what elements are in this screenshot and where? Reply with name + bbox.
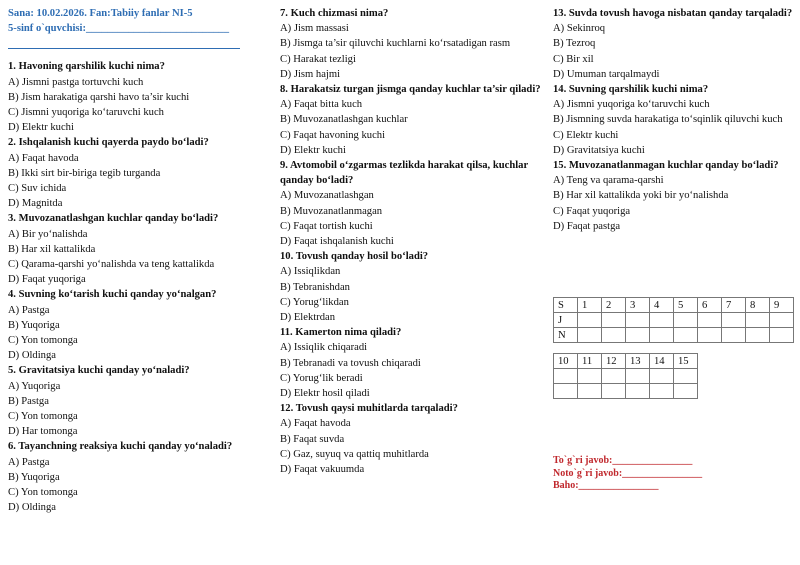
- date-subject-line: Sana: 10.02.2026. Fan:Tabiiy fanlar NI-5: [8, 8, 193, 19]
- answer-option: A) Faqat havoda: [280, 418, 351, 430]
- answer-cell[interactable]: [626, 384, 650, 399]
- answer-option: B) Yuqoriga: [8, 319, 60, 331]
- answer-cell[interactable]: [578, 328, 602, 343]
- answer-option: A) Bir yo‘nalishda: [8, 228, 88, 240]
- grid2-score-row: [554, 384, 698, 399]
- answer-option: C) Bir xil: [553, 53, 594, 65]
- answer-cell[interactable]: [746, 328, 770, 343]
- answer-option: B) Tezroq: [553, 38, 596, 50]
- answer-option: A) Faqat bitta kuch: [280, 99, 363, 111]
- answer-option: B) Ikki sirt bir-biriga tegib turganda: [8, 167, 161, 179]
- answer-option: A) Jism massasi: [280, 23, 349, 35]
- grid1-score-row: [554, 328, 794, 343]
- question-9: [280, 158, 542, 249]
- answer-option: B) Muvozanatlanmagan: [280, 205, 383, 217]
- answer-cell[interactable]: [602, 384, 626, 399]
- answer-option: A) Pastga: [8, 304, 50, 316]
- grid-header: 8: [746, 298, 770, 313]
- answer-option: B) Jismga ta’sir qiluvchi kuchlarni ko‘rsatadigan rasm: [280, 38, 511, 50]
- question-2: [8, 135, 270, 211]
- answer-cell[interactable]: [626, 313, 650, 328]
- name-underline: [8, 36, 240, 49]
- answer-cell[interactable]: [650, 313, 674, 328]
- answer-option: C) Faqat yuqoriga: [553, 205, 631, 217]
- answer-cell[interactable]: [602, 313, 626, 328]
- answer-option: A) Muvozanatlashgan: [280, 190, 374, 202]
- questions-column-3: [553, 6, 793, 234]
- answer-option: C) Faqat havoning kuchi: [280, 129, 386, 141]
- grid1-header-row: [554, 298, 794, 313]
- answer-cell[interactable]: [650, 328, 674, 343]
- answer-option: C) Faqat tortish kuchi: [280, 220, 373, 232]
- answer-option: C) Yorug‘lik beradi: [280, 372, 363, 384]
- question-15: [553, 158, 793, 234]
- answer-option: D) Elektr hosil qiladi: [280, 388, 370, 400]
- answer-option: C) Yon tomonga: [8, 335, 78, 347]
- answer-option: B) Har xil kattalikda: [8, 243, 96, 255]
- answer-cell[interactable]: [674, 313, 698, 328]
- answer-option: B) Jismning suvda harakatiga to‘sqinlik qiluvchi kuch: [553, 114, 783, 126]
- grid-header: 3: [626, 298, 650, 313]
- question-11: [280, 325, 542, 401]
- question-text: 6. Tayanchning reaksiya kuchi qanday yo‘naladi?: [8, 441, 233, 453]
- column-2: [280, 6, 542, 477]
- answer-option: D) Faqat ishqalanish kuchi: [280, 236, 394, 248]
- answer-cell[interactable]: [770, 313, 794, 328]
- wrong-answers-line: Noto`g`ri javob:________________: [553, 467, 703, 479]
- answer-option: A) Sekinroq: [553, 23, 606, 35]
- grid1-answer-row: [554, 313, 794, 328]
- answer-cell[interactable]: [722, 313, 746, 328]
- answer-cell[interactable]: [578, 313, 602, 328]
- answer-option: A) Jismni pastga tortuvchi kuch: [8, 76, 144, 88]
- answer-option: B) Faqat suvda: [280, 433, 345, 445]
- question-text: 2. Ishqalanish kuchi qayerda paydo bo‘ladi?: [8, 137, 209, 149]
- answer-option: D) Faqat yuqoriga: [8, 274, 86, 286]
- student-name-line: 5-sinf o`quvchisi:___________________________: [8, 23, 230, 35]
- question-8: [280, 82, 542, 158]
- question-7: [280, 6, 542, 82]
- answer-option: C) Jismni yuqoriga ko‘taruvchi kuch: [8, 107, 164, 119]
- answer-cell[interactable]: [602, 328, 626, 343]
- question-text: 8. Harakatsiz turgan jismga qanday kuchlar ta’sir qiladi?: [280, 84, 541, 96]
- answer-option: D) Gravitatsiya kuchi: [553, 144, 645, 156]
- column-3: [553, 6, 793, 234]
- answer-cell[interactable]: [722, 328, 746, 343]
- question-text: 14. Suvning qarshilik kuchi nima?: [553, 84, 709, 96]
- grid-header: 14: [650, 354, 674, 369]
- answer-cell[interactable]: [578, 384, 602, 399]
- answer-option: D) Umuman tarqalmaydi: [553, 68, 660, 80]
- answer-option: A) Yuqoriga: [8, 380, 61, 392]
- answer-option: D) Elektr kuchi: [280, 144, 346, 156]
- answer-option: B) Jism harakatiga qarshi havo ta’sir kuchi: [8, 91, 190, 103]
- grid-header: 4: [650, 298, 674, 313]
- answer-option: C) Harakat tezligi: [280, 53, 356, 65]
- grade-line: Baho:________________: [553, 480, 659, 491]
- column-1: [8, 6, 270, 516]
- answer-option: C) Gaz, suyuq va qattiq muhitlarda: [280, 448, 429, 460]
- question-13: [553, 6, 793, 82]
- question-1: [8, 59, 270, 135]
- answer-cell[interactable]: [698, 313, 722, 328]
- answer-cell[interactable]: [554, 369, 578, 384]
- question-text: 7. Kuch chizmasi nima?: [280, 8, 389, 19]
- answer-cell[interactable]: [674, 384, 698, 399]
- grid2-header-row: [554, 354, 698, 369]
- question-14: [553, 82, 793, 158]
- grid-header: 11: [578, 354, 602, 369]
- score-block: [553, 455, 702, 493]
- answer-option: C) Yorug‘likdan: [280, 296, 349, 308]
- question-text: 10. Tovush qanday hosil bo‘ladi?: [280, 251, 429, 263]
- answer-option: C) Suv ichida: [8, 183, 67, 195]
- grid2-answer-row: [554, 369, 698, 384]
- answer-option: B) Muvozanatlashgan kuchlar: [280, 114, 408, 126]
- grid-header: 6: [698, 298, 722, 313]
- questions-column-1: [8, 59, 270, 515]
- row-label: S: [554, 298, 578, 313]
- question-text: 9. Avtomobil o‘zgarmas tezlikda harakat qilsa, kuchlar qanday bo‘ladi?: [280, 160, 528, 187]
- question-5: [8, 363, 270, 439]
- grid-header: 15: [674, 354, 698, 369]
- answer-option: C) Yon tomonga: [8, 487, 78, 499]
- answer-cell[interactable]: [650, 384, 674, 399]
- test-header: [8, 6, 270, 49]
- answer-grid-2: [553, 353, 698, 399]
- answer-cell[interactable]: [674, 369, 698, 384]
- answer-cell[interactable]: [650, 369, 674, 384]
- answer-option: B) Pastga: [8, 395, 49, 407]
- answer-option: D) Jism hajmi: [280, 68, 341, 80]
- row-label: N: [554, 328, 578, 343]
- grid-header: 13: [626, 354, 650, 369]
- grid-header: 1: [578, 298, 602, 313]
- question-text: 3. Muvozanatlashgan kuchlar qanday bo‘ladi?: [8, 213, 219, 225]
- answer-option: D) Oldinga: [8, 502, 56, 514]
- question-3: [8, 211, 270, 287]
- grid-header: 7: [722, 298, 746, 313]
- answer-option: D) Elektr kuchi: [8, 122, 74, 134]
- answer-option: B) Tebranishdan: [280, 281, 350, 293]
- grid-header: 5: [674, 298, 698, 313]
- answer-option: A) Faqat havoda: [8, 152, 79, 164]
- question-text: 13. Suvda tovush havoga nisbatan qanday tarqaladi?: [553, 8, 793, 19]
- question-10: [280, 249, 542, 325]
- answer-option: A) Teng va qarama-qarshi: [553, 175, 664, 187]
- question-4: [8, 287, 270, 363]
- question-text: 12. Tovush qaysi muhitlarda tarqaladi?: [280, 403, 458, 415]
- correct-answers-line: To`g`ri javob:________________: [553, 455, 693, 466]
- answer-option: B) Tebranadi va tovush chiqaradi: [280, 357, 421, 369]
- answer-cell[interactable]: [626, 328, 650, 343]
- answer-grid-1: [553, 297, 794, 343]
- answer-option: A) Issiqlikdan: [280, 266, 341, 278]
- grid-header: 2: [602, 298, 626, 313]
- question-12: [280, 401, 542, 477]
- answer-option: D) Magnitda: [8, 198, 63, 210]
- answer-cell[interactable]: [578, 369, 602, 384]
- answer-cell[interactable]: [602, 369, 626, 384]
- question-text: 15. Muvozanatlanmagan kuchlar qanday bo‘ladi?: [553, 160, 779, 172]
- answer-option: D) Elektrdan: [280, 312, 336, 324]
- question-text: 5. Gravitatsiya kuchi qanday yo‘naladi?: [8, 365, 190, 377]
- answer-option: A) Jismni yuqoriga ko‘taruvchi kuch: [553, 99, 710, 111]
- answer-cell[interactable]: [674, 328, 698, 343]
- question-text: 1. Havoning qarshilik kuchi nima?: [8, 61, 165, 73]
- answer-cell[interactable]: [746, 313, 770, 328]
- answer-option: C) Qarama-qarshi yo‘nalishda va teng kattalikda: [8, 259, 215, 271]
- answer-cell[interactable]: [770, 328, 794, 343]
- answer-option: D) Faqat pastga: [553, 220, 621, 232]
- grid-header: 10: [554, 354, 578, 369]
- grid-header: 12: [602, 354, 626, 369]
- answer-option: D) Har tomonga: [8, 426, 78, 438]
- questions-column-2: [280, 6, 542, 477]
- question-6: [8, 439, 270, 515]
- answer-option: C) Yon tomonga: [8, 411, 78, 423]
- grid-header: 9: [770, 298, 794, 313]
- row-label: J: [554, 313, 578, 328]
- answer-cell[interactable]: [554, 384, 578, 399]
- answer-option: A) Issiqlik chiqaradi: [280, 342, 368, 354]
- answer-option: C) Elektr kuchi: [553, 129, 619, 141]
- answer-cell[interactable]: [698, 328, 722, 343]
- question-text: 4. Suvning ko‘tarish kuchi qanday yo‘nalgan?: [8, 289, 217, 301]
- answer-cell[interactable]: [626, 369, 650, 384]
- answer-option: A) Pastga: [8, 456, 50, 468]
- question-text: 11. Kamerton nima qiladi?: [280, 327, 402, 339]
- answer-option: B) Yuqoriga: [8, 471, 60, 483]
- answer-option: B) Har xil kattalikda yoki bir yo‘nalishda: [553, 190, 729, 202]
- answer-option: D) Oldinga: [8, 350, 56, 362]
- answer-option: D) Faqat vakuumda: [280, 464, 365, 476]
